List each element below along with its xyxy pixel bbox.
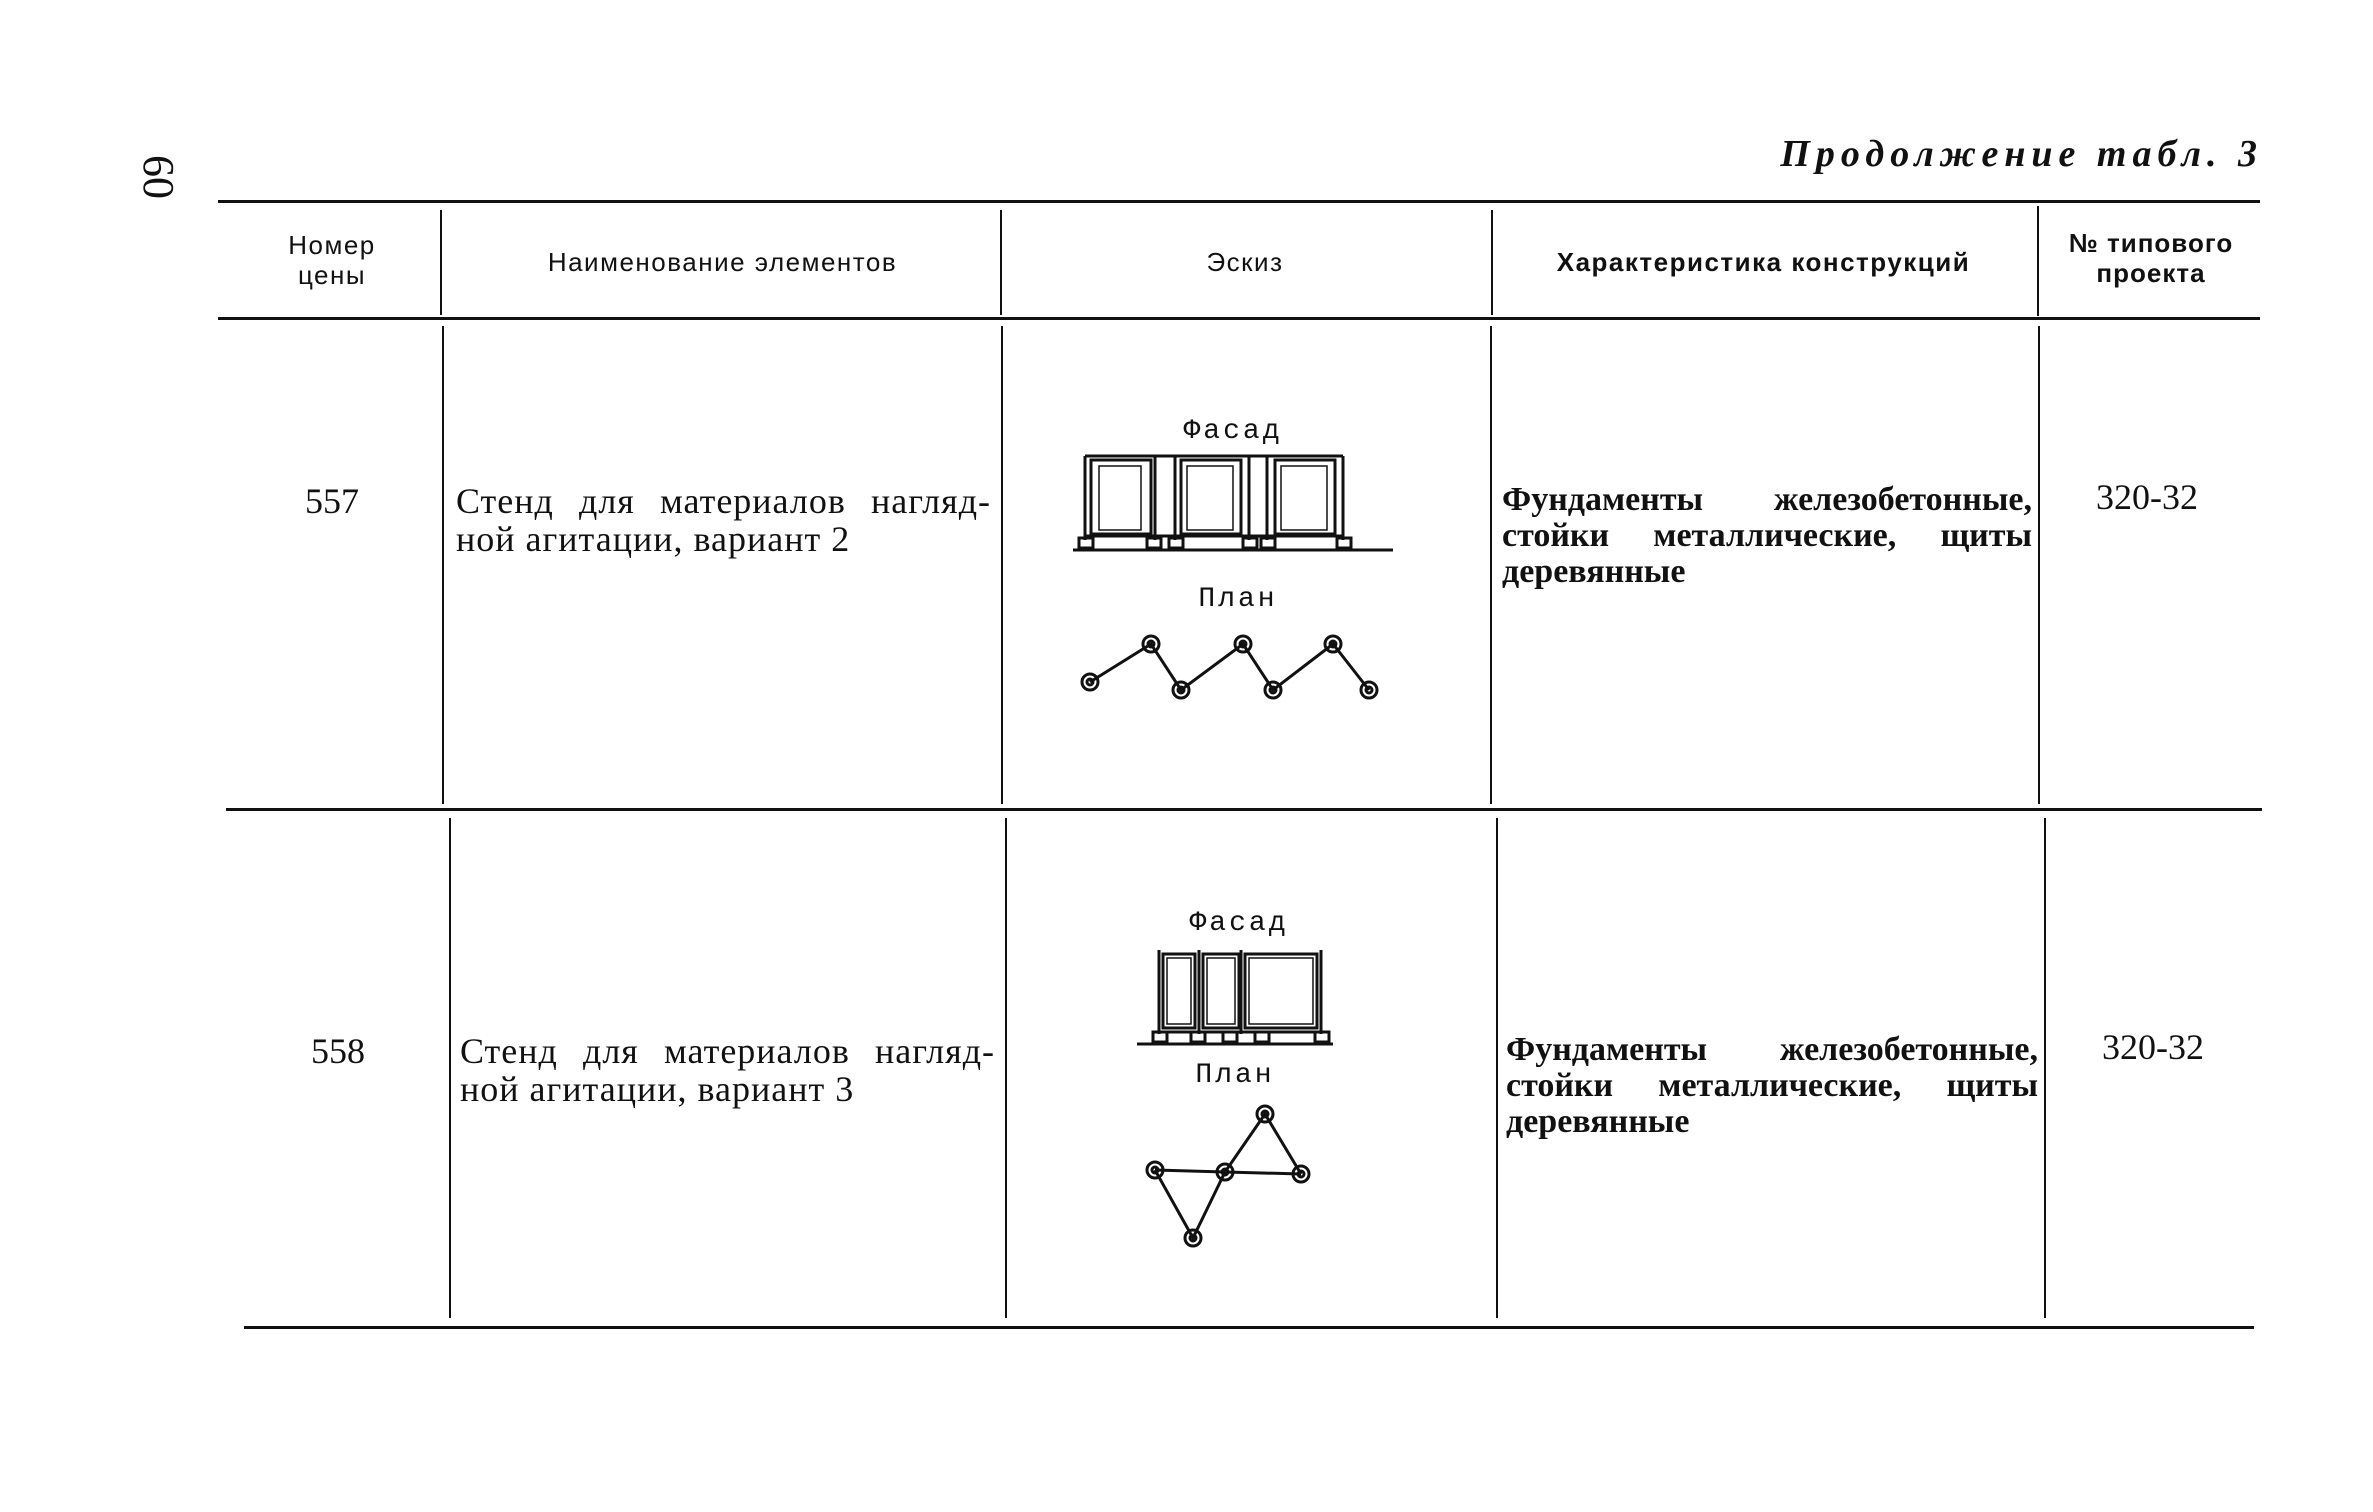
header-project-number (2040, 228, 2262, 288)
characteristics (1506, 1032, 2038, 1140)
rule-row-divider (226, 808, 2262, 811)
post-icon (1147, 1106, 1309, 1246)
col-divider (2037, 206, 2039, 316)
col-divider (442, 326, 444, 804)
header-price-number (232, 230, 432, 290)
page-number: 60 (134, 155, 183, 199)
col-divider (2044, 818, 2046, 1318)
col-divider (1000, 210, 1002, 315)
characteristics-line: деревянные (1502, 553, 1686, 590)
element-name (460, 1032, 995, 1108)
facade-label: Фасад (1189, 908, 1289, 939)
characteristics (1502, 482, 2032, 590)
project-number: 320-32 (2102, 1027, 2204, 1067)
table-caption: Продолжение табл. 3 (1780, 133, 2263, 175)
price-number: 558 (311, 1031, 365, 1071)
price-number: 557 (305, 481, 359, 521)
header-sketch: Эскиз (1206, 247, 1284, 277)
col-divider (2038, 326, 2040, 804)
plan-label: План (1195, 1060, 1275, 1091)
col-divider (1496, 818, 1498, 1318)
col-divider (449, 818, 451, 1318)
col-divider (1491, 210, 1493, 315)
sketch-cell (1003, 326, 1489, 804)
rule-bottom (244, 1326, 2254, 1329)
header-project-number-line: проекта (2096, 258, 2206, 288)
plan-label: План (1198, 584, 1278, 615)
header-project-number-line: № типового (2068, 228, 2234, 258)
header-price-number-line: цены (297, 260, 367, 290)
col-divider (440, 210, 442, 315)
header-characteristics: Характеристика конструкций (1556, 247, 1971, 277)
characteristics-line: Фундаменты железобетонные, (1502, 481, 2032, 518)
facade-label: Фасад (1183, 416, 1283, 447)
element-name (456, 482, 991, 558)
element-name-line: ной агитации, вариант 2 (456, 519, 851, 559)
plan-drawing (1003, 326, 1489, 804)
element-name-line: Стенд для материалов нагляд- (460, 1031, 995, 1071)
characteristics-line: Фундаменты железобетонные, (1506, 1031, 2038, 1068)
rule-top (218, 200, 2260, 203)
header-price-number-line: Номер (288, 230, 376, 260)
characteristics-line: стойки металлические, щиты (1502, 517, 2032, 554)
element-name-line: ной агитации, вариант 3 (460, 1069, 855, 1109)
col-divider (1490, 326, 1492, 804)
rule-header-bottom (218, 317, 2260, 320)
project-number: 320-32 (2096, 477, 2198, 517)
characteristics-line: деревянные (1506, 1103, 1690, 1140)
characteristics-line: стойки металлические, щиты (1506, 1067, 2038, 1104)
plan-drawing (1007, 818, 1493, 1318)
sketch-cell (1007, 818, 1493, 1318)
header-element-name: Наименование элементов (547, 247, 898, 277)
element-name-line: Стенд для материалов нагляд- (456, 481, 991, 521)
